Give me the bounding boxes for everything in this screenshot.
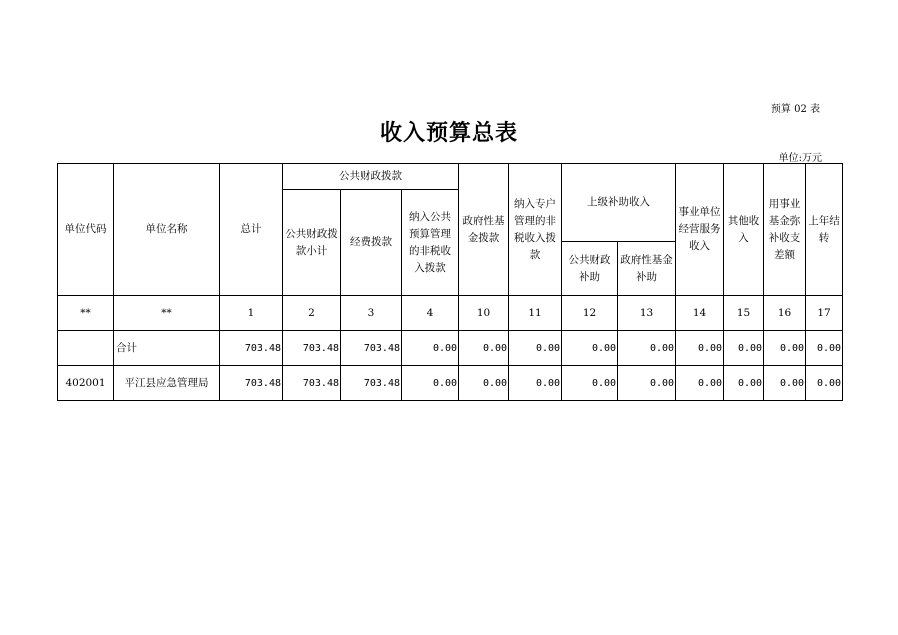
header-nontax-special: 纳入专户管理的非税收入拨款 bbox=[509, 164, 562, 296]
cell-value: 0.00 bbox=[724, 366, 764, 401]
header-public-finance: 公共财政拨款 bbox=[283, 164, 459, 190]
page-title: 收入预算总表 bbox=[379, 120, 518, 146]
cell-value: 703.48 bbox=[220, 366, 283, 401]
cell-value: 703.48 bbox=[341, 331, 402, 366]
cell-value: 0.00 bbox=[459, 331, 509, 366]
cell-value: 0.00 bbox=[459, 366, 509, 401]
cell-value: 0.00 bbox=[509, 331, 562, 366]
cell-value: 703.48 bbox=[283, 331, 341, 366]
index-cell: 3 bbox=[341, 296, 402, 331]
header-unit-code: 单位代码 bbox=[58, 164, 114, 296]
cell-value: 0.00 bbox=[724, 331, 764, 366]
table-row-total bbox=[58, 331, 843, 366]
cell-value: 0.00 bbox=[676, 331, 724, 366]
cell-value: 0.00 bbox=[806, 331, 843, 366]
cell-unit-code bbox=[58, 331, 114, 366]
header-unit-name: 单位名称 bbox=[114, 164, 220, 296]
cell-value: 0.00 bbox=[509, 366, 562, 401]
cell-value: 0.00 bbox=[676, 366, 724, 401]
index-cell: 10 bbox=[459, 296, 509, 331]
index-cell: 1 bbox=[220, 296, 283, 331]
index-cell: ** bbox=[114, 296, 220, 331]
header-fund-offset: 用事业基金弥补收支差额 bbox=[764, 164, 806, 296]
index-row bbox=[58, 296, 843, 331]
header-business-income: 事业单位经营服务收入 bbox=[676, 164, 724, 296]
cell-value: 0.00 bbox=[562, 366, 618, 401]
cell-value: 0.00 bbox=[806, 366, 843, 401]
cell-value: 0.00 bbox=[618, 331, 676, 366]
cell-unit-code: 402001 bbox=[58, 366, 114, 401]
header-total: 总计 bbox=[220, 164, 283, 296]
index-cell: 13 bbox=[618, 296, 676, 331]
header-nontax-budget: 纳入公共预算管理的非税收入拨款 bbox=[402, 190, 459, 296]
index-cell: 15 bbox=[724, 296, 764, 331]
form-code: 预算 02 表 bbox=[770, 104, 820, 115]
header-gov-fund: 政府性基金拨款 bbox=[459, 164, 509, 296]
header-sub-public: 公共财政补助 bbox=[562, 242, 618, 296]
cell-value: 0.00 bbox=[764, 366, 806, 401]
index-cell: 14 bbox=[676, 296, 724, 331]
header-pf-subtotal: 公共财政拨款小计 bbox=[283, 190, 341, 296]
cell-unit-name: 合计 bbox=[114, 331, 220, 366]
cell-value: 703.48 bbox=[341, 366, 402, 401]
index-cell: 2 bbox=[283, 296, 341, 331]
header-funding: 经费拨款 bbox=[341, 190, 402, 296]
index-cell: ** bbox=[58, 296, 114, 331]
income-budget-table bbox=[57, 163, 843, 401]
header-sub-gov-fund: 政府性基金补助 bbox=[618, 242, 676, 296]
index-cell: 17 bbox=[806, 296, 843, 331]
header-carry-over: 上年结转 bbox=[806, 164, 843, 296]
cell-value: 0.00 bbox=[764, 331, 806, 366]
cell-value: 703.48 bbox=[283, 366, 341, 401]
cell-value: 0.00 bbox=[402, 331, 459, 366]
header-superior-subsidy: 上级补助收入 bbox=[562, 164, 676, 242]
header-other-income: 其他收入 bbox=[724, 164, 764, 296]
cell-value: 0.00 bbox=[618, 366, 676, 401]
unit-note: 单位:万元 bbox=[778, 153, 822, 164]
index-cell: 12 bbox=[562, 296, 618, 331]
cell-value: 0.00 bbox=[402, 366, 459, 401]
index-cell: 16 bbox=[764, 296, 806, 331]
index-cell: 4 bbox=[402, 296, 459, 331]
table-row bbox=[58, 366, 843, 401]
cell-unit-name: 平江县应急管理局 bbox=[114, 366, 220, 401]
cell-value: 0.00 bbox=[562, 331, 618, 366]
index-cell: 11 bbox=[509, 296, 562, 331]
cell-value: 703.48 bbox=[220, 331, 283, 366]
